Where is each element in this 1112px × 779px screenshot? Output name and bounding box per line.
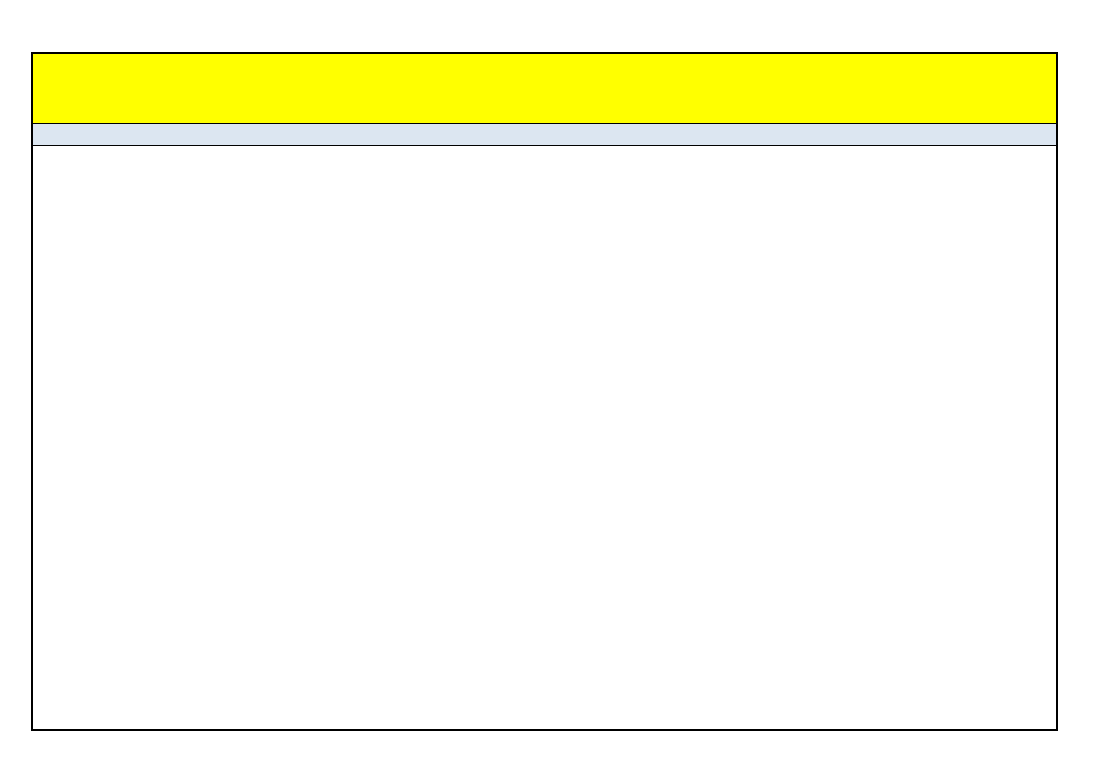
class-grid: [33, 146, 884, 729]
main-grid: [33, 146, 1056, 729]
notice-banner: [33, 54, 1056, 124]
page-title: [33, 124, 1056, 146]
schedule-sheet: [31, 52, 1058, 731]
